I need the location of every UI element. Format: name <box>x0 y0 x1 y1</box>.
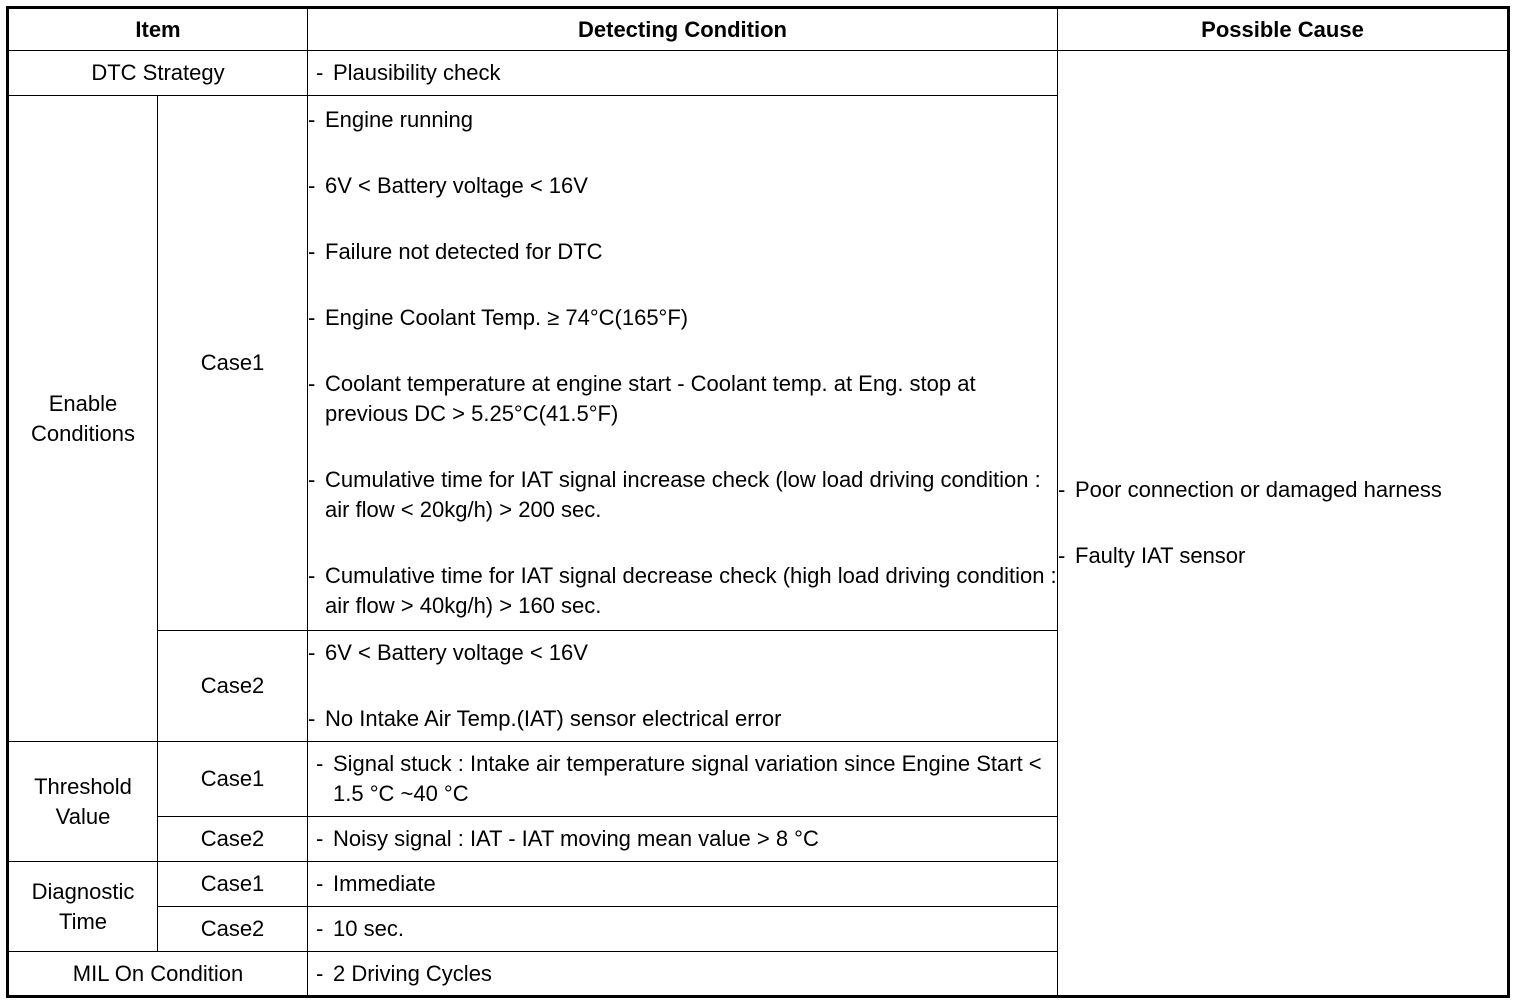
threshold-case1-condition: - Signal stuck : Intake air temperature signal variation since Engine Start < 1.5 °C ~40 °C <box>308 742 1058 817</box>
mil-on-condition-label: MIL On Condition <box>8 952 308 997</box>
condition-item: - Cumulative time for IAT signal decrease check (high load driving condition : air flow > 40kg/h) > 160 sec. <box>308 563 1057 618</box>
dtc-strategy-condition: - Plausibility check <box>308 51 1058 96</box>
condition-item: - 6V < Battery voltage < 16V <box>308 640 588 665</box>
enable-case2-label: Case2 <box>158 631 308 742</box>
condition-item: - Failure not detected for DTC <box>308 239 603 264</box>
cause-item: - Faulty IAT sensor <box>1058 543 1246 568</box>
diagnostic-case2-label: Case2 <box>158 907 308 952</box>
threshold-case2-condition: - Noisy signal : IAT - IAT moving mean value > 8 °C <box>308 817 1058 862</box>
condition-item: - 6V < Battery voltage < 16V <box>308 173 588 198</box>
threshold-case1-label: Case1 <box>158 742 308 817</box>
condition-item: - No Intake Air Temp.(IAT) sensor electrical error <box>308 706 782 731</box>
cause-item: - Poor connection or damaged harness <box>1058 477 1442 502</box>
header-item: Item <box>8 8 308 51</box>
row-dtc-strategy <box>8 51 1509 96</box>
threshold-case2-label: Case2 <box>158 817 308 862</box>
enable-case2-conditions <box>308 631 1058 742</box>
header-row <box>8 8 1509 51</box>
diagnostic-case2-condition: - 10 sec. <box>308 907 1058 952</box>
condition-item: - Engine Coolant Temp. ≥ 74°C(165°F) <box>308 305 689 330</box>
condition-item: - Engine running <box>308 107 474 132</box>
condition-item: - Cumulative time for IAT signal increase check (low load driving condition : air flow < 20kg/h) > 200 sec. <box>308 467 1041 522</box>
diagnostic-case1-condition: - Immediate <box>308 862 1058 907</box>
enable-case1-label: Case1 <box>158 96 308 631</box>
mil-on-condition-value: - 2 Driving Cycles <box>308 952 1058 997</box>
diagnostic-time-label: Diagnostic Time <box>8 862 158 952</box>
header-possible-cause: Possible Cause <box>1058 8 1509 51</box>
dtc-spec-table <box>6 6 1510 998</box>
threshold-value-label: Threshold Value <box>8 742 158 862</box>
diagnostic-case1-label: Case1 <box>158 862 308 907</box>
enable-case1-conditions <box>308 96 1058 631</box>
enable-conditions-label: Enable Conditions <box>8 96 158 742</box>
header-detecting-condition: Detecting Condition <box>308 8 1058 51</box>
dtc-strategy-label: DTC Strategy <box>8 51 308 96</box>
condition-item: - Coolant temperature at engine start - Coolant temp. at Eng. stop at previous DC > 5.25°C(41.5°F) <box>308 371 976 426</box>
possible-cause-cell <box>1058 51 1509 997</box>
